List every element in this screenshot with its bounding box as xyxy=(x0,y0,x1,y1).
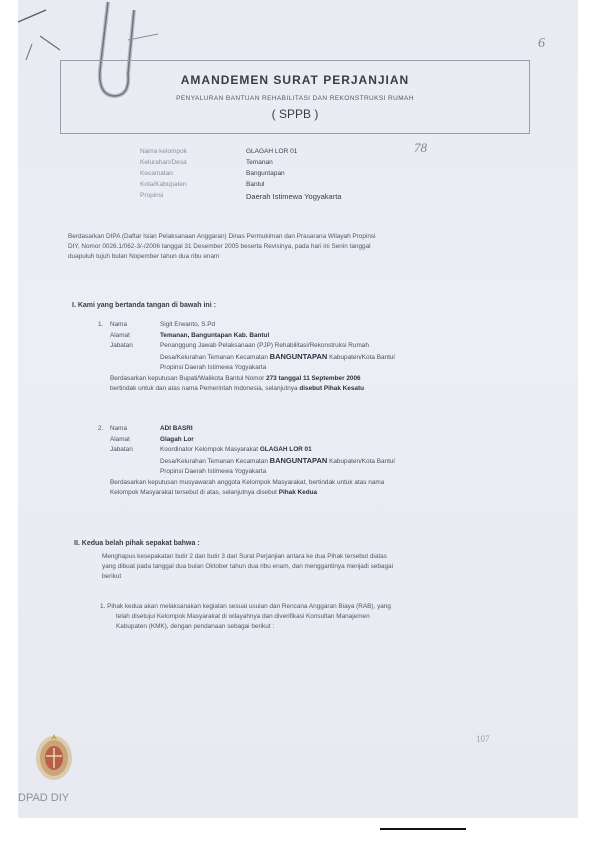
party-position: Penanggung Jawab Pelaksanaan (PJP) Rehabilitasi/Rekonstruksi Rumah xyxy=(160,342,369,349)
document-subtitle: PENYALURAN BANTUAN REHABILITASI DAN REKONSTRUKSI RUMAH xyxy=(176,95,414,102)
section-1-heading: I. Kami yang bertanda tangan di bawah ini : xyxy=(72,302,216,309)
section-2-paragraph xyxy=(102,552,542,582)
kecamatan-name: BANGUNTAPAN xyxy=(269,455,328,465)
archive-seal-icon xyxy=(32,728,76,784)
info-label: Propinsi xyxy=(140,192,164,199)
document-photo xyxy=(18,0,578,818)
intro-line: DIY, Nomor 0026.1/062-3/-/2006 tanggal 31 Desember 2005 beserta Revisinya, pada hari ini Senin tanggal xyxy=(68,243,371,250)
intro-line: duapuluh tujuh bulan Nopember tahun dua ribu enam xyxy=(68,253,220,260)
party-name: Sigit Erwanto, S.Pd xyxy=(160,321,216,328)
item-line: telah disetujui Kelompok Masyarakat di wilayahnya dan diverifikasi Konsultan Manajemen xyxy=(116,613,370,620)
document-title: AMANDEMEN SURAT PERJANJIAN xyxy=(180,73,410,87)
archive-watermark: DPAD DIY xyxy=(18,792,70,804)
address-label: Alamat xyxy=(110,331,130,339)
basis-text: Berdasarkan keputusan musyawarah anggota Kelompok Masyarakat, bertindak untuk atas nama xyxy=(110,478,385,486)
section-2-line: Menghapus kesepakatan butir 2 dan butir 3 dari Surat Perjanjian antara ke dua Pihak tersebut diatas xyxy=(102,553,387,560)
position-label: Jabatan xyxy=(110,446,133,453)
intro-line: Berdasarkan DIPA (Daftar Isian Pelaksanaan Anggaran) Dinas Permukiman dan Prasarana Wilayah Propinsi xyxy=(68,233,376,240)
party-address: Glagah Lor xyxy=(160,435,194,443)
position-text: Kabupaten/Kota Bantul xyxy=(327,353,395,361)
info-value: Bantul xyxy=(246,181,265,188)
section-2-line: yang dibuat pada tanggal dua bulan Oktober tahun dua ribu enam, dan menggantinya menjadi sebagai xyxy=(102,563,393,570)
info-row xyxy=(140,181,341,192)
party-designation: Pihak Kedua xyxy=(278,489,318,496)
basis-text: Kelompok Masyarakat tersebut di atas, selanjutnya disebut xyxy=(110,489,279,496)
party-basis xyxy=(110,374,395,385)
party-name: ADI BASRI xyxy=(160,425,193,432)
info-value: Banguntapan xyxy=(246,170,285,177)
handwritten-note: 107 xyxy=(476,734,490,744)
basis-text: bertindak untuk dan atas nama Pemerintah Indonesia, selanjutnya xyxy=(110,385,300,392)
section-2-heading: II. Kedua belah pihak sepakat bahwa : xyxy=(74,540,200,547)
party-row xyxy=(98,320,395,331)
party-number: 1. xyxy=(98,321,104,328)
name-label: Nama xyxy=(110,321,128,328)
position-text: Propinsi Daerah Istimewa Yogyakarta xyxy=(160,364,267,371)
info-row xyxy=(140,192,341,203)
party-2 xyxy=(98,424,395,499)
position-text: Koordinator Kelompok Masyarakat xyxy=(160,446,260,453)
intro-paragraph xyxy=(68,232,558,262)
info-label: Kecamatan xyxy=(140,170,173,177)
section-2-line: berikut xyxy=(102,573,122,580)
kecamatan-name: BANGUNTAPAN xyxy=(269,351,328,361)
party-row xyxy=(98,445,395,456)
party-row xyxy=(98,331,395,342)
party-row xyxy=(98,467,395,478)
position-label: Jabatan xyxy=(110,342,133,349)
info-row xyxy=(140,148,341,159)
party-address: Temanan, Banguntapan Kab. Bantul xyxy=(160,331,270,339)
document-code: ( SPPB ) xyxy=(271,107,319,121)
info-value: Temanan xyxy=(246,159,273,166)
group-name: GLAGAH LOR 01 xyxy=(259,446,312,453)
name-label: Nama xyxy=(110,425,128,432)
title-box xyxy=(60,60,530,134)
handwritten-note: 78 xyxy=(414,140,427,155)
divider-line xyxy=(380,828,466,830)
party-basis xyxy=(110,478,395,489)
info-value: GLAGAH LOR 01 xyxy=(246,148,298,155)
info-label: Kelurahan/Desa xyxy=(140,159,187,166)
party-row xyxy=(98,341,395,352)
decree-number: 273 tanggal 11 September 2006 xyxy=(266,374,361,382)
position-text: Propinsi Daerah Istimewa Yogyakarta xyxy=(160,468,267,475)
party-row xyxy=(98,435,395,446)
item-line: Kabupaten (KMK), dengan pendanaan sebagai berikut : xyxy=(116,623,275,630)
party-row xyxy=(98,456,395,468)
party-number: 2. xyxy=(98,425,104,432)
section-2-item-1 xyxy=(100,602,550,632)
info-row xyxy=(140,170,341,181)
party-designation: disebut Pihak Kesatu xyxy=(299,385,364,392)
item-line: 1. Pihak kedua akan melaksanakan kegiatan sesuai usulan dan Rencana Anggaran Biaya (RAB), yang xyxy=(100,603,391,610)
info-label: Kota/Kabupaten xyxy=(140,181,187,188)
party-1 xyxy=(98,320,395,395)
info-value: Daerah Istimewa Yogyakarta xyxy=(246,192,342,201)
party-row xyxy=(98,424,395,435)
info-row xyxy=(140,159,341,170)
document-page xyxy=(18,0,578,818)
party-basis xyxy=(110,488,395,499)
address-label: Alamat xyxy=(110,435,130,443)
position-text: Desa/Kelurahan Temanan Kecamatan xyxy=(160,353,270,361)
info-label: Nama kelompok xyxy=(140,148,187,155)
position-text: Desa/Kelurahan Temanan Kecamatan xyxy=(160,457,270,465)
page-number-handwritten: 6 xyxy=(538,36,545,51)
position-text: Kabupaten/Kota Bantul xyxy=(327,457,395,465)
party-row xyxy=(98,363,395,374)
group-info xyxy=(140,148,341,203)
party-basis xyxy=(110,384,395,395)
party-row xyxy=(98,352,395,364)
basis-text: Berdasarkan keputusan Bupati/Walikota Bantul Nomor xyxy=(110,374,267,382)
